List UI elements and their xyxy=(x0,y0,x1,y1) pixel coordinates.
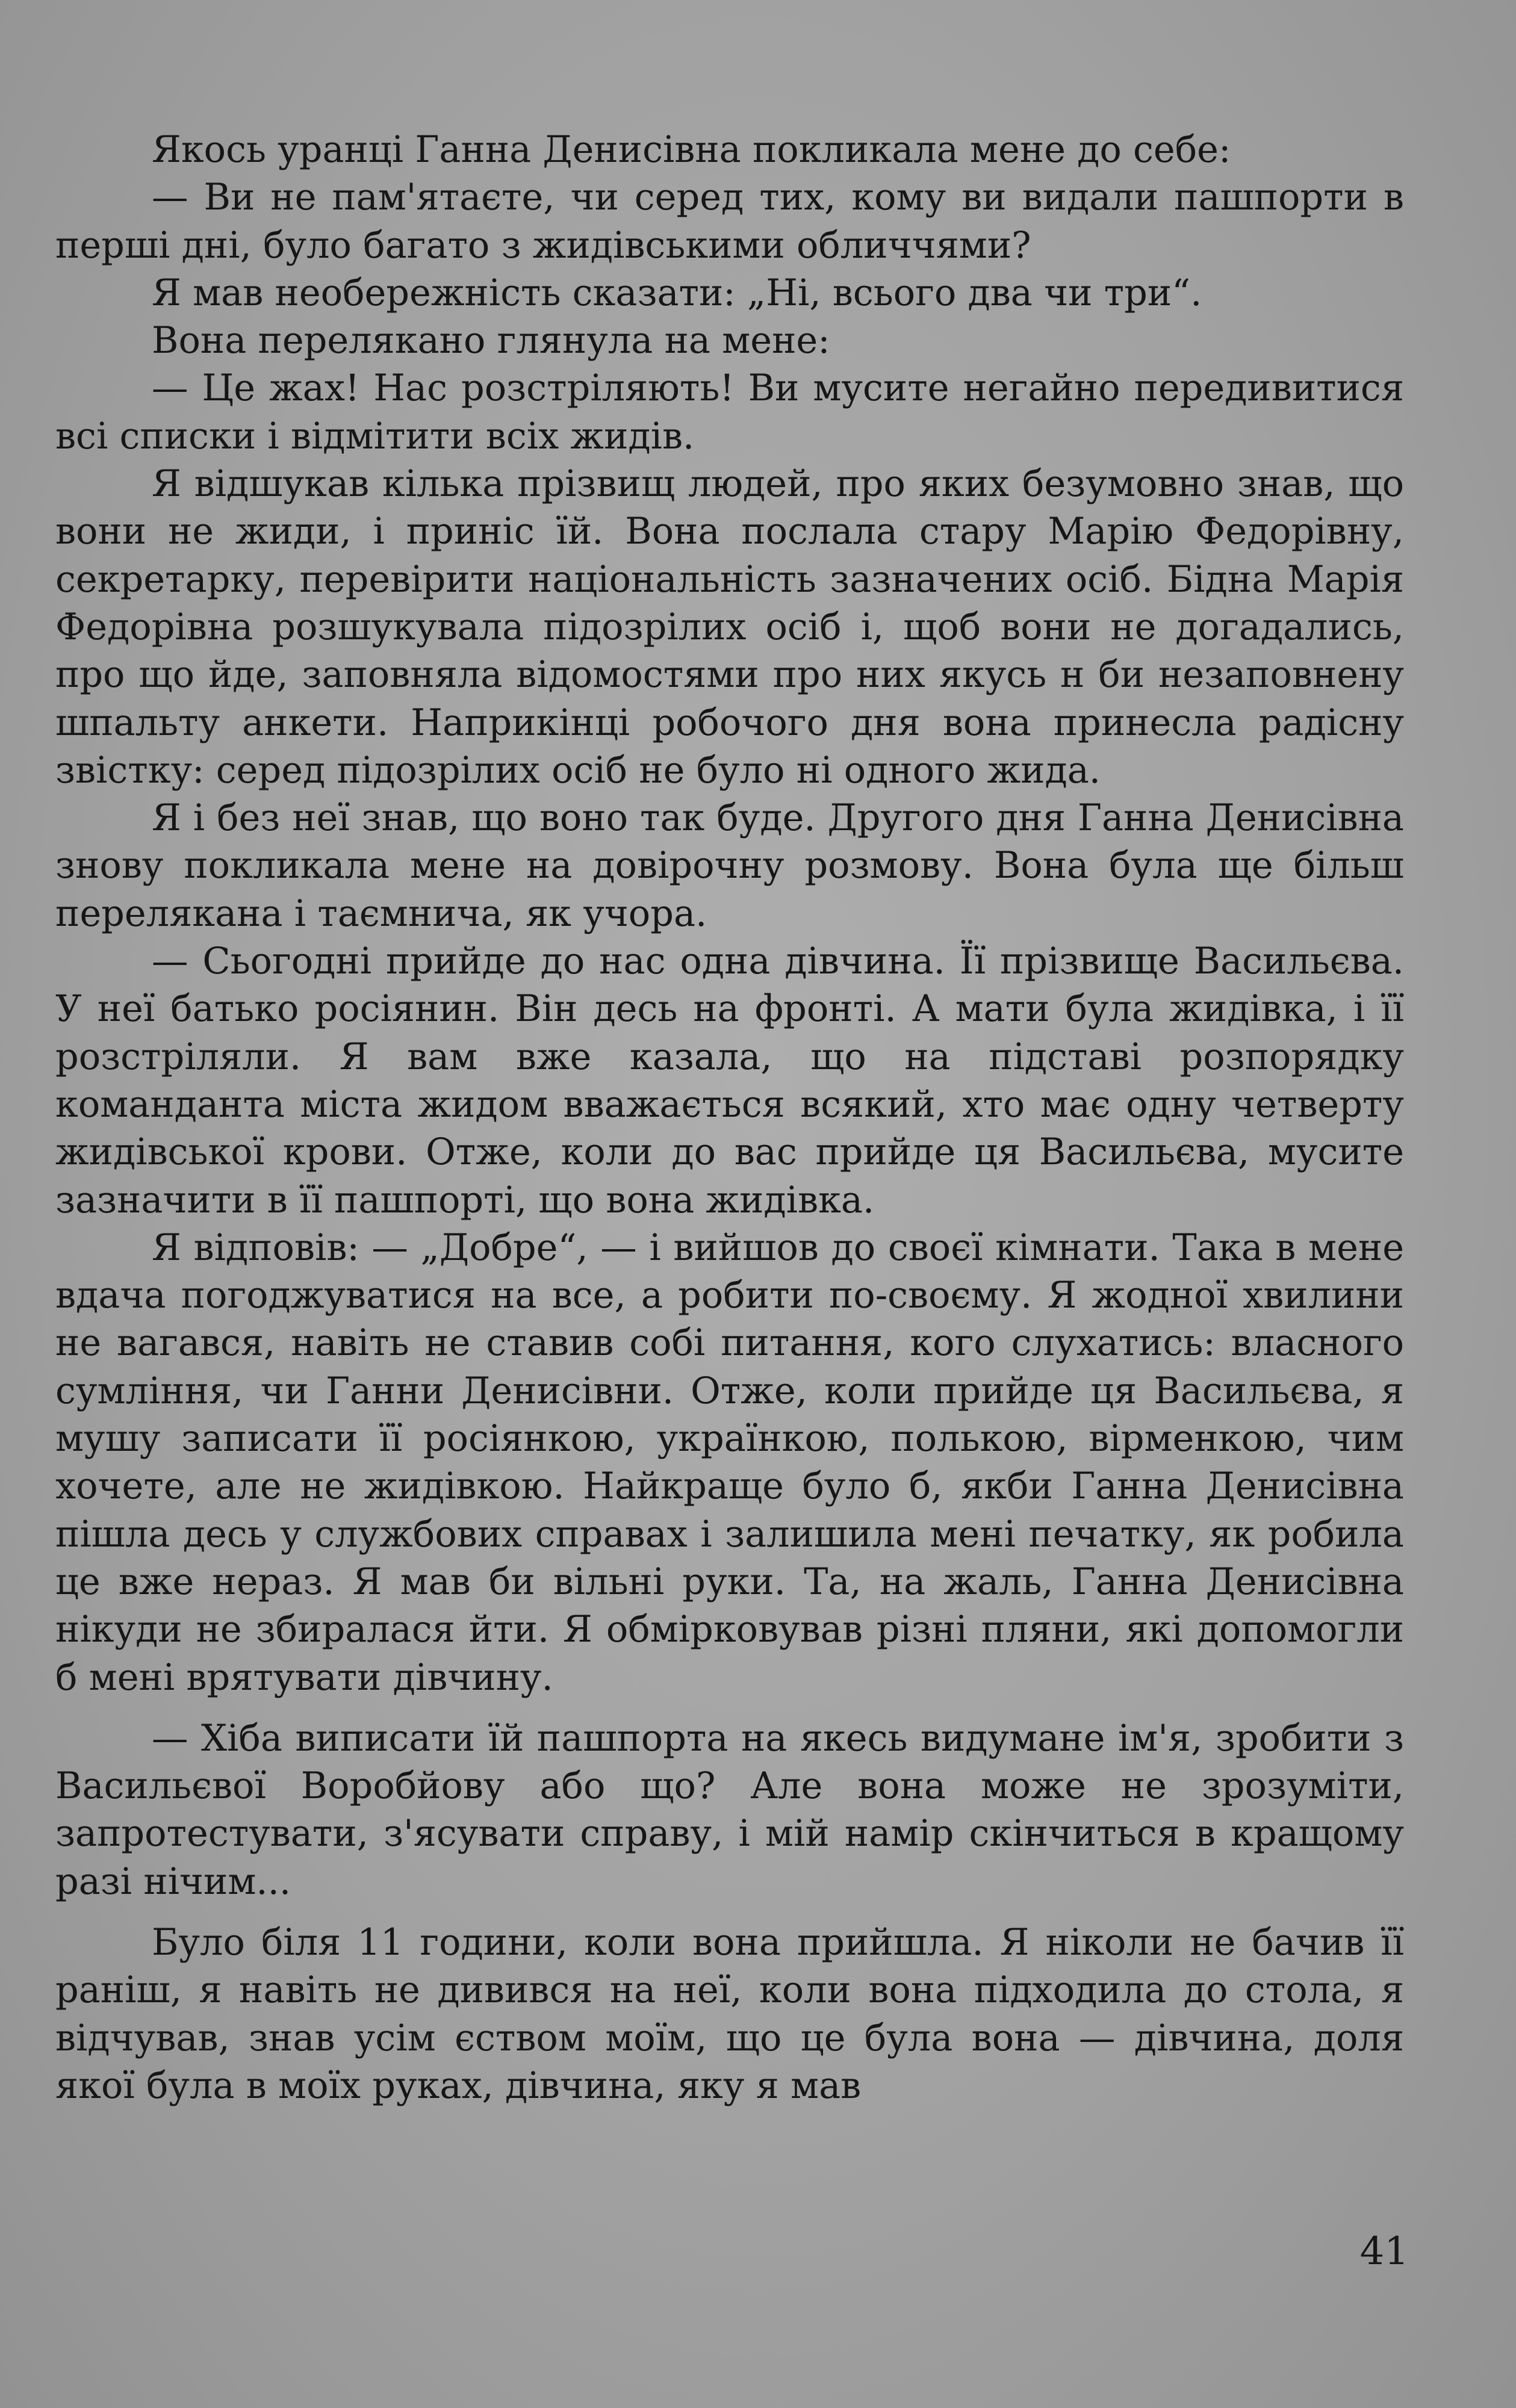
paragraph: Якось уранці Ганна Денисівна покликала мене до себе: xyxy=(152,129,1231,171)
paragraph: Я і без неї знав, що воно так буде. Другого дня Ганна Денисівна знову покликала мене на довірочну розмову. Вона була ще більш перелякана і таємнича, як учора. xyxy=(55,797,1404,935)
paragraph: Вона перелякано глянула на мене: xyxy=(152,320,830,362)
paragraph: — Хіба виписати їй пашпорта на якесь видумане ім'я, зробити з Васильєвої Воробйову або що? Але вона може не зрозуміти, запротестувати, з'ясувати справу, і мій намір скінчиться в кращому разі нічим... xyxy=(55,1717,1404,1903)
paragraph: — Ви не пам'ятаєте, чи серед тих, кому ви видали пашпорти в перші дні, було багато з жидівськими обличчями? xyxy=(55,176,1404,267)
body-text xyxy=(55,126,1404,2110)
paragraph: Я відповів: — „Добре“, — і вийшов до своєї кімнати. Така в мене вдача погоджуватися на все, а робити по-своєму. Я жодної хвилини не вагався, навіть не ставив собі питання, кого слухатись: власного сумління, чи Ганни Денисівни. Отже, коли прийде ця Васильєва, я мушу записати її росіянкою, українкою, полькою, вірменкою, чим хочете, але не жидівкою. Найкраще було б, якби Ганна Денисівна пішла десь у службових справах і залишила мені печатку, як робила це вже неpаз. Я мав би вільні руки. Та, на жаль, Ганна Денисівна нікуди не збиралася йти. Я обмірковував різні пляни, які допомогли б мені врятувати дівчину. xyxy=(55,1226,1404,1699)
paragraph: — Сьогодні прийде до нас одна дівчина. Її прізвище Васильєва. У неї батько росіянин. Він десь на фронті. А мати була жидівка, і її розстріляли. Я вам вже казала, що на підставі розпорядку команданта міста жидом вважається всякий, хто має одну четверту жидівської крови. Отже, коли до вас прийде ця Васильєва, мусите зазначити в її пашпорті, що вона жидівка. xyxy=(55,940,1404,1221)
page-number: 41 xyxy=(1359,2229,1409,2274)
paragraph: Я мав необережність сказати: „Ні, всього два чи три“. xyxy=(152,272,1202,314)
paragraph: — Це жах! Нас розстріляють! Ви мусите негайно передивитися всі списки і відмітити всіх жидів. xyxy=(55,367,1404,458)
paragraph: Я відшукав кілька прізвищ людей, про яких безумовно знав, що вони не жиди, і приніс їй. Вона послала стару Марію Федорівну, секретарку, перевірити національність зазначених осіб. Бідна Марія Федорівна розшукувала підозрілих осіб і, щоб вони не догадались, про що йде, заповняла відомостями про них якусь н би незаповнену шпальту анкети. Наприкінці робочого дня вона принесла радісну звістку: серед підозрілих осіб не було ні одного жида. xyxy=(55,463,1404,792)
paragraph: Було біля 11 години, коли вона прийшла. Я ніколи не бачив її раніш, я навіть не дивився на неї, коли вона підходила до стола, я відчував, знав усім єством моїм, що це була вона — дівчина, доля якої була в моїх руках, дівчина, яку я мав xyxy=(55,1921,1404,2107)
